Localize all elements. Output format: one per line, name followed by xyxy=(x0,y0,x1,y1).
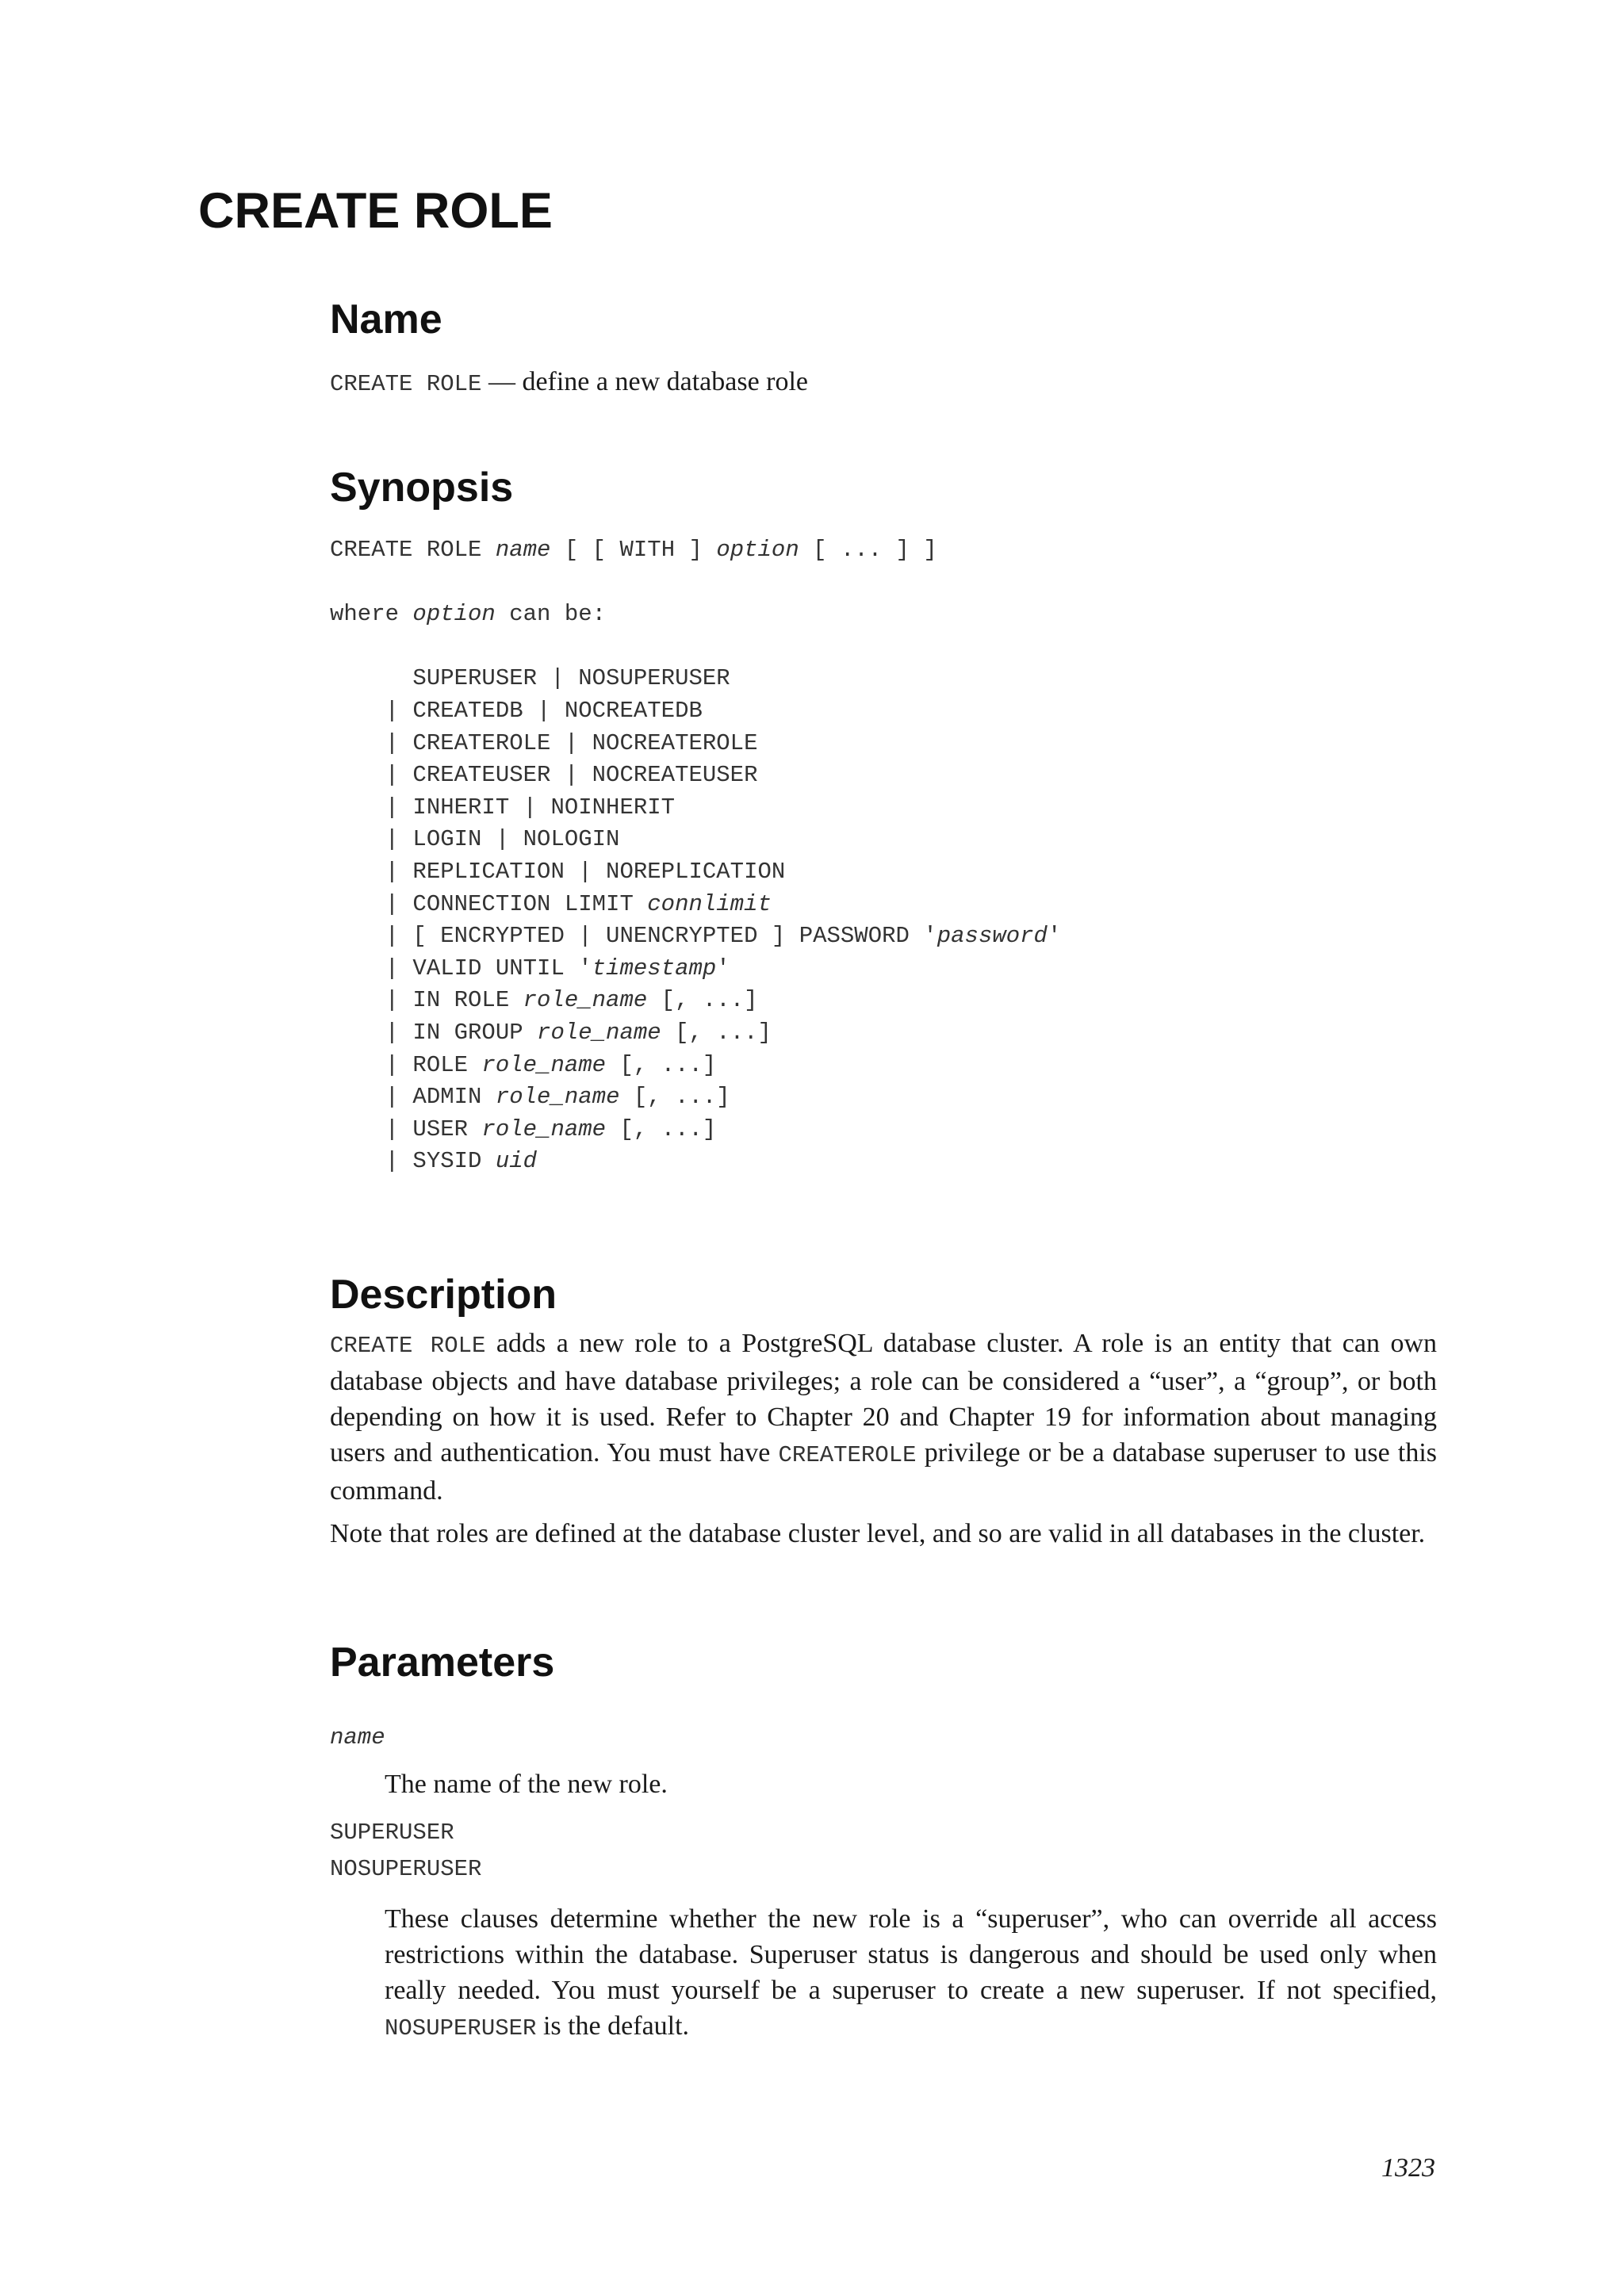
synopsis-line xyxy=(330,534,1061,567)
synopsis-line xyxy=(330,889,1061,921)
parameter-term-nosuperuser: NOSUPERUSER xyxy=(330,1856,482,1882)
parameter-def-superuser xyxy=(385,1901,1437,2046)
synopsis-placeholder: role_name xyxy=(523,987,648,1014)
synopsis-line xyxy=(330,631,1061,664)
synopsis-placeholder: option xyxy=(716,537,799,563)
parameter-def-name: The name of the new role. xyxy=(385,1770,668,1799)
synopsis-placeholder: timestamp xyxy=(592,955,717,982)
superuser-def-code: NOSUPERUSER xyxy=(385,2015,537,2042)
synopsis-text: CREATE ROLE xyxy=(330,537,496,563)
name-command: CREATE ROLE xyxy=(330,371,482,397)
synopsis-text: [, ...] xyxy=(606,1051,717,1078)
superuser-def-text: These clauses determine whether the new role is a “superuser”, who can override all access restrictions within the database. Superuser status is dangerous and should be used only when really needed. You must yourself be a superuser to create a new superuser. If not specified, xyxy=(385,1904,1437,2005)
synopsis-placeholder: role_name xyxy=(495,1084,620,1111)
description-paragraph-1 xyxy=(330,1326,1437,1509)
page-number: 1323 xyxy=(1381,2153,1435,2183)
synopsis-line xyxy=(330,1114,1061,1146)
synopsis-line xyxy=(330,567,1061,599)
synopsis-text: [, ...] xyxy=(619,1084,730,1111)
synopsis-text: | CREATEUSER | NOCREATEUSER xyxy=(330,762,758,789)
synopsis-heading: Synopsis xyxy=(330,465,514,511)
synopsis-placeholder: role_name xyxy=(537,1019,661,1046)
description-text-1: adds a new role to a PostgreSQL database cluster. A role is an entity that can own database objects and have database privileges; a role can be considered a “user”, a “group”, or both depending on how it is used. Refer to Chapter 20 and Chapter 19 for information about managing users and authentication. You must have xyxy=(330,1329,1437,1468)
synopsis-text: [, ...] xyxy=(606,1115,717,1142)
synopsis-line xyxy=(330,920,1061,953)
synopsis-line xyxy=(330,1017,1061,1050)
synopsis-text: | [ ENCRYPTED | UNENCRYPTED ] PASSWORD ' xyxy=(330,923,937,950)
synopsis-text: | INHERIT | NOINHERIT xyxy=(330,794,676,821)
synopsis-text: SUPERUSER | NOSUPERUSER xyxy=(330,665,730,692)
synopsis-text: | SYSID xyxy=(330,1148,496,1175)
synopsis-text: | REPLICATION | NOREPLICATION xyxy=(330,858,786,885)
description-paragraph-2: Note that roles are defined at the database cluster level, and so are valid in all databases in the cluster. xyxy=(330,1519,1426,1548)
synopsis-text: | IN GROUP xyxy=(330,1019,538,1046)
name-summary: — define a new database role xyxy=(481,367,809,396)
synopsis-line xyxy=(330,728,1061,760)
description-code-create-role: CREATE ROLE xyxy=(330,1333,486,1359)
synopsis-line xyxy=(330,695,1061,728)
synopsis-line xyxy=(330,1146,1061,1178)
synopsis-placeholder: name xyxy=(495,537,551,563)
synopsis-text: [, ...] xyxy=(661,1019,772,1046)
synopsis-text: | ROLE xyxy=(330,1051,482,1078)
page-title: CREATE ROLE xyxy=(198,183,553,239)
synopsis-block xyxy=(330,534,1061,1178)
synopsis-placeholder: uid xyxy=(495,1148,538,1175)
synopsis-placeholder: password xyxy=(936,923,1048,950)
synopsis-text: can be: xyxy=(495,601,607,628)
synopsis-line xyxy=(330,760,1061,792)
synopsis-text: | VALID UNTIL ' xyxy=(330,955,592,982)
synopsis-text: | ADMIN xyxy=(330,1084,496,1111)
parameter-term-name: name xyxy=(330,1724,385,1751)
synopsis-line xyxy=(330,824,1061,856)
synopsis-text: where xyxy=(330,601,413,628)
synopsis-text: | CONNECTION LIMIT xyxy=(330,890,648,917)
synopsis-text: ' xyxy=(716,955,730,982)
synopsis-text: [ ... ] ] xyxy=(799,537,937,563)
synopsis-placeholder: option xyxy=(412,601,496,628)
synopsis-line xyxy=(330,953,1061,985)
synopsis-line xyxy=(330,856,1061,889)
superuser-def-tail: is the default. xyxy=(536,2011,690,2041)
synopsis-placeholder: connlimit xyxy=(647,890,772,917)
synopsis-text: ' xyxy=(1047,923,1062,950)
parameter-term-superuser: SUPERUSER xyxy=(330,1820,454,1846)
synopsis-text: | IN ROLE xyxy=(330,987,523,1014)
synopsis-placeholder: role_name xyxy=(481,1051,607,1078)
synopsis-line xyxy=(330,1081,1061,1114)
description-text-2: privilege or be a database superuser to use this command. xyxy=(330,1438,1437,1506)
name-line xyxy=(330,364,808,402)
synopsis-line xyxy=(330,663,1061,695)
synopsis-line xyxy=(330,599,1061,631)
name-heading: Name xyxy=(330,297,442,342)
synopsis-text: | LOGIN | NOLOGIN xyxy=(330,826,620,853)
synopsis-line xyxy=(330,792,1061,825)
synopsis-line xyxy=(330,1050,1061,1082)
synopsis-text: [, ...] xyxy=(647,987,758,1014)
parameters-heading: Parameters xyxy=(330,1640,555,1686)
synopsis-text: [ [ WITH ] xyxy=(550,537,717,563)
description-heading: Description xyxy=(330,1272,557,1318)
synopsis-text: | USER xyxy=(330,1115,482,1142)
synopsis-placeholder: role_name xyxy=(481,1115,607,1142)
synopsis-line xyxy=(330,985,1061,1017)
synopsis-text: | CREATEDB | NOCREATEDB xyxy=(330,697,703,724)
synopsis-text: | CREATEROLE | NOCREATEROLE xyxy=(330,729,758,756)
description-code-createrole: CREATEROLE xyxy=(778,1442,917,1468)
